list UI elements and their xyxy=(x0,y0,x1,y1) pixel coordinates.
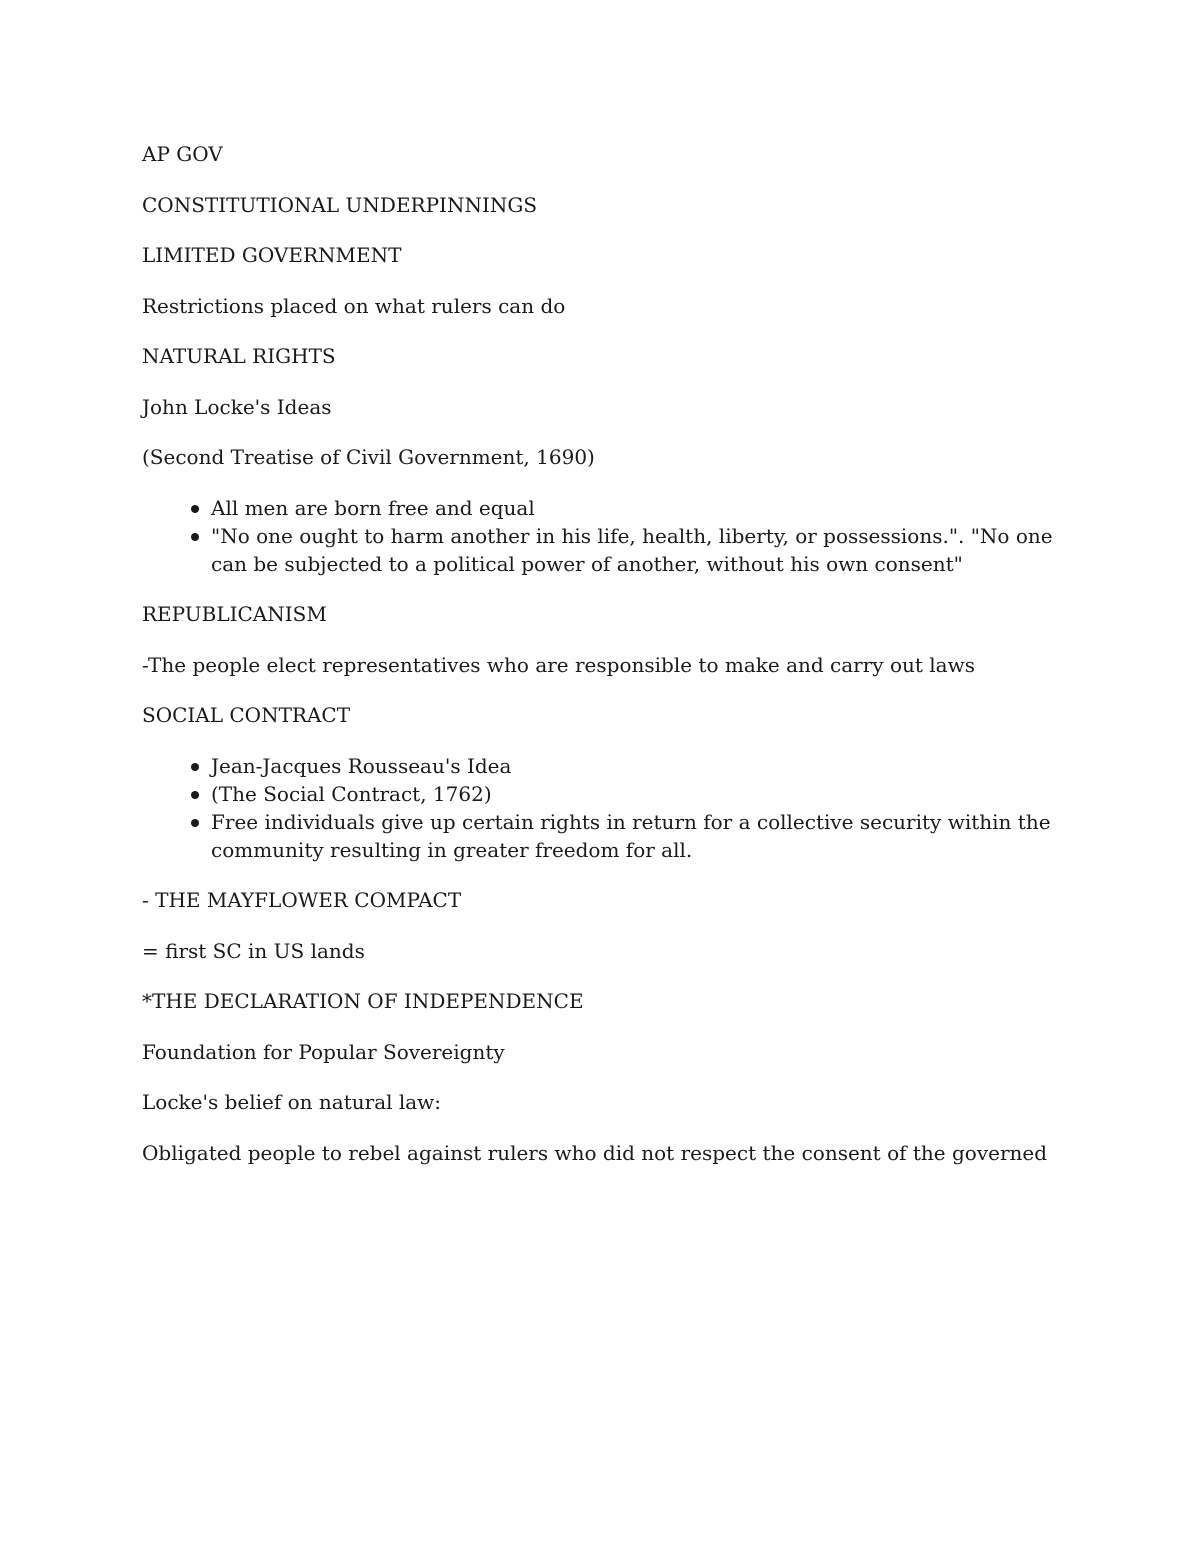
paragraph: John Locke's Ideas xyxy=(142,394,332,419)
paragraph: Restrictions placed on what rulers can do xyxy=(142,293,566,318)
paragraph: Foundation for Popular Sovereignty xyxy=(142,1039,505,1064)
section-heading: REPUBLICANISM xyxy=(142,602,327,626)
list-item: "No one ought to harm another in his life, health, liberty, or possessions.". "No one can be subjected to a political power of another, without his own consent" xyxy=(211,522,1062,578)
section-heading: *THE DECLARATION OF INDEPENDENCE xyxy=(142,989,584,1013)
paragraph: = first SC in US lands xyxy=(142,938,365,963)
paragraph: -The people elect representatives who are responsible to make and carry out laws xyxy=(142,652,975,677)
list-item: All men are born free and equal xyxy=(211,494,1062,522)
section-heading: - THE MAYFLOWER COMPACT xyxy=(142,888,462,912)
paragraph: Locke's belief on natural law: xyxy=(142,1090,442,1114)
doc-title: AP GOV xyxy=(142,142,223,166)
bullet-list xyxy=(142,752,1062,864)
section-heading: NATURAL RIGHTS xyxy=(142,344,336,368)
list-item: Jean-Jacques Rousseau's Idea xyxy=(211,752,1062,780)
section-heading: SOCIAL CONTRACT xyxy=(142,703,351,727)
section-heading: LIMITED GOVERNMENT xyxy=(142,243,402,267)
list-item: (The Social Contract, 1762) xyxy=(211,780,1062,808)
section-heading: CONSTITUTIONAL UNDERPINNINGS xyxy=(142,192,538,217)
list-item: Free individuals give up certain rights in return for a collective security within the community resulting in greater freedom for all. xyxy=(211,808,1062,864)
paragraph: Obligated people to rebel against rulers who did not respect the consent of the governed xyxy=(142,1140,1048,1165)
document-body xyxy=(142,140,1062,1189)
paragraph: (Second Treatise of Civil Government, 1690) xyxy=(142,445,595,469)
bullet-list xyxy=(142,494,1062,578)
